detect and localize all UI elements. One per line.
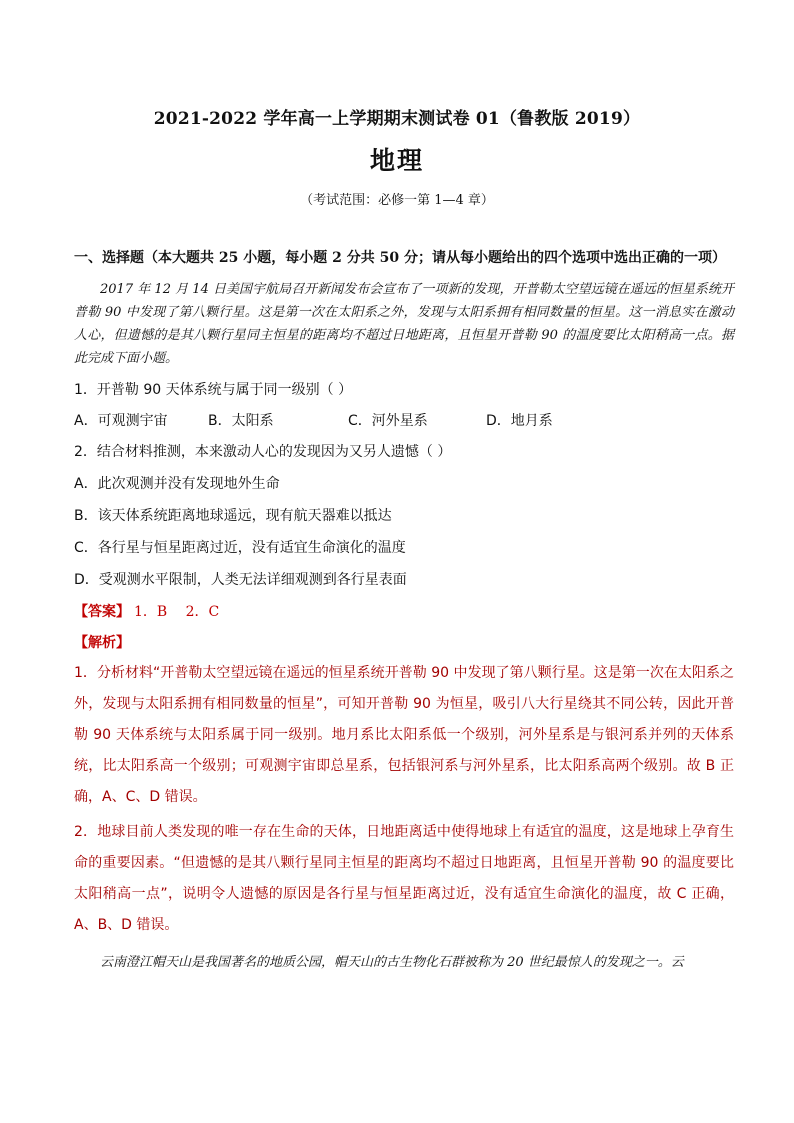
- option-a: A．此次观测并没有发现地外生命: [74, 476, 280, 492]
- section-heading: 一、选择题（本大题共 25 小题，每小题 2 分共 50 分；请从每小题给出的四个选项中选出正确的一项）: [74, 250, 726, 266]
- option-d: D．地月系: [486, 413, 553, 429]
- answer-label: 【答案】: [74, 604, 130, 620]
- exam-title: 2021-2022 学年高一上学期期末测试卷 01（鲁教版 2019）: [153, 109, 641, 129]
- question-1-stem: 1．开普勒 90 天体系统与属于同一级别（ ）: [74, 382, 353, 398]
- reading-passage: 2017 年 12 月 14 日美国宇航局召开新闻发布会宣布了一项新的发现，开普勒太空望远镜在遥远的恒星系统开普勒 90 中发现了第八颗行星。这是第一次在太阳系之外，发现与太阳系拥有相同数量的恒星。这一消息实在激动人心，但遗憾的是其八颗行星同主恒星的距离均不超过日地距离，且恒星开普勒 90 的温度要比太阳稍高一点。据此完成下面小题。: [74, 282, 734, 366]
- analysis-label: 【解析】: [74, 635, 130, 651]
- analysis-paragraph-2: 2．地球目前人类发现的唯一存在生命的天体，日地距离适中使得地球上有适宜的温度，这是地球上孕育生命的重要因素。“但遗憾的是其八颗行星同主恒星的距离均不超过日地距离，且恒星开普勒 90 的温度要比太阳稍高一点”，说明令人遗憾的原因是各行星与恒星距离过近，没有适宜生命演化的温度，故 C 正确，A、B、D 错误。: [74, 824, 734, 933]
- exam-scope: （考试范围：必修一第 1—4 章）: [300, 193, 494, 208]
- answer-block: [74, 602, 734, 623]
- analysis-paragraph-1: 1．分析材料“开普勒太空望远镜在遥远的恒星系统开普勒 90 中发现了第八颗行星。这是第一次在太阳系之外，发现与太阳系拥有相同数量的恒星”，可知开普勒 90 为恒星，吸引八大行星绕其不同公转，因此开普勒 90 天体系统与太阳系属于同一级别。地月系比太阳系低一个级别，河外星系是与银河系并列的天体系统，比太阳系高一个级别；可观测宇宙即总星系，包括银河系与河外星系，比太阳系高两个级别。故 B 正确，A、C、D 错误。: [74, 665, 734, 805]
- answer-text: 1．B 2．C: [134, 604, 220, 620]
- subject-title: 地理: [369, 146, 424, 175]
- reading-passage-2: 云南澄江帽天山是我国著名的地质公园，帽天山的古生物化石群被称为 20 世纪最惊人的发现之一。云: [100, 955, 684, 970]
- option-b: B．太阳系: [208, 413, 274, 429]
- option-c: C．各行星与恒星距离过近，没有适宜生命演化的温度: [74, 540, 406, 556]
- question-2-stem: 2．结合材料推测，本来激动人心的发现因为又另人遗憾（ ）: [74, 444, 452, 460]
- option-c: C．河外星系: [348, 413, 428, 429]
- exam-content: [74, 248, 734, 974]
- option-d: D．受观测水平限制，人类无法详细观测到各行星表面: [74, 572, 407, 588]
- question-1-options: [74, 411, 734, 432]
- option-b: B．该天体系统距离地球遥远，现有航天器难以抵达: [74, 508, 392, 524]
- option-a: A．可观测宇宙: [74, 413, 168, 429]
